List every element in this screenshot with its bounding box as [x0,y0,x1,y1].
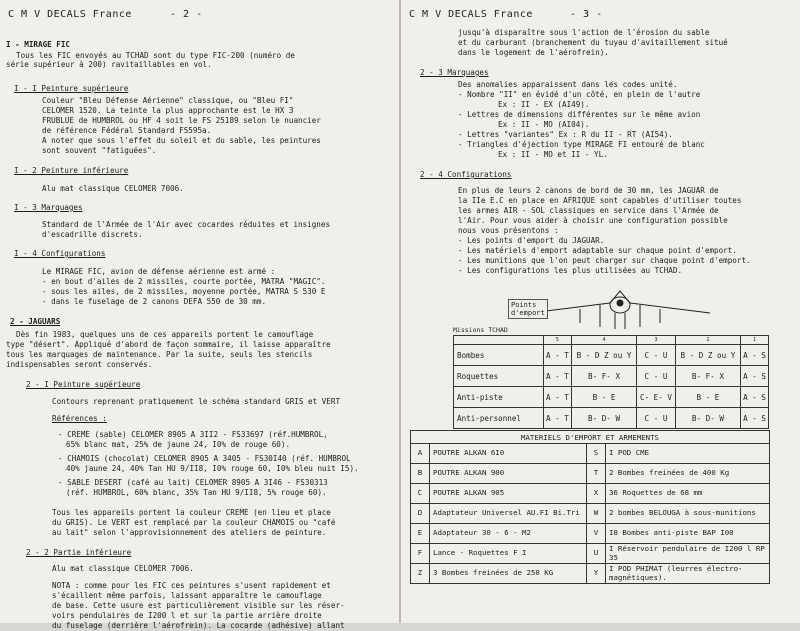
line: Des anomalies apparaissent dans les codes unité. [458,80,678,89]
line: - CREME (sable) CELOMER 8905 A 3II2 - FS33697 (réf.HUMBROL, [58,430,328,439]
table-cell: I Réservoir pendulaire de I200 l RP 35 [606,544,770,564]
line: 65% blanc mat, 25% de jaune 24, I0% de rouge 60). [66,440,291,449]
table-row [411,544,770,564]
table-cell: 4 [571,336,636,345]
table-cell: B - D Z ou Y [675,345,740,366]
subsection: I - I Peinture supérieure [14,84,129,93]
line: - dans le fuselage de 2 canons DEFA 550 de 30 mm. [42,297,267,306]
line: - Triangles d'éjection type MIRAGE FI entouré de blanc [458,140,705,149]
line: Couleur "Bleu Défense Aérienne" classique, ou "Bleu FI" [42,96,294,105]
line: Références : [52,414,107,423]
table-cell: B - E [675,387,740,408]
line: Dès fin 1983, quelques uns de ces appareils portent le camouflage [16,330,314,339]
table-cell: C - U [637,408,676,429]
right-header-page: - 3 - [570,9,603,20]
line: FRUBLUE de HUMBROL ou HF 4 soit le FS 25189 selon le nuancier [42,116,321,125]
subsection: 2 - 4 Configurations [420,170,512,179]
table-cell: A - S [741,345,769,366]
table-cell: 2 bombes BELOUGA à sous-munitions [606,504,770,524]
table-row [454,366,769,387]
materiels-title-row [411,431,770,444]
jaguar-aircraft-drawing [520,283,720,333]
line: A noter que sous l'effet du soleil et du sable, les peintures [42,136,321,145]
table-header-row [454,336,769,345]
table-cell: F [411,544,430,564]
table-cell: C - U [637,366,676,387]
emport-table [453,335,769,429]
table-cell: X [587,484,606,504]
left-header-brand: C M V DECALS France [8,9,132,20]
line: Alu mat classique CELOMER 7006. [42,184,184,193]
line: Ex : II - EX (AI49). [498,100,590,109]
table-row [454,345,769,366]
left-header-page: - 2 - [170,9,203,20]
table-cell: A - T [544,366,572,387]
row-label: Anti-piste [454,387,544,408]
table-cell: Z [411,564,430,584]
line: et du carburant (branchement du tuyau d'avitaillement situé [458,38,728,47]
table-cell: 3 Bombes freinées de 250 KG [430,564,587,584]
table-cell: B- F- X [571,366,636,387]
table-cell: 36 Roquettes de 68 mm [606,484,770,504]
subsection: I - 4 Configurations [14,249,106,258]
line: au lait" selon l'approvisionnement des ateliers de peinture. [52,528,327,537]
row-label: Roquettes [454,366,544,387]
line: Tous les appareils portent la couleur CREME (en lieu et place [52,508,331,517]
materiels-title: MATERIELS D'EMPORT ET ARMEMENTS [411,431,770,444]
table-cell: A [411,444,430,464]
table-cell: Adaptateur Universel AU.FI Bi.Tri [430,504,587,524]
line: - Nombre "II" en évidé d'un côté, en plein de l'autre [458,90,701,99]
line: jusqu'à disparaître sous l'action de l'érosion du sable [458,28,710,37]
line: s'écaillent même parfois, laissant apparaître le camouflage [52,591,322,600]
table-cell: Lance - Roquettes F I [430,544,587,564]
line: (réf. HUMBROL, 60% blanc, 35% Tan HU 9/II8, 5% rouge 60). [66,488,327,497]
table-cell: 2 [675,336,740,345]
table-cell: C- E- V [637,387,676,408]
missions-label: Missions TCHAD [453,326,508,334]
line: Ex : II - MO (AI04). [498,120,590,129]
line: - Les munitions que l'on peut charger sur chaque point d'emport. [458,256,751,265]
line: - Lettres de dimensions différentes sur le même avion [458,110,701,119]
line: - Lettres "variantes" Ex : R du II - RT (AI54). [458,130,673,139]
table-cell: A - S [741,408,769,429]
points-emport-label: Points d'emport [508,299,548,319]
table-cell [454,336,544,345]
table-cell: 5 [544,336,572,345]
table-cell: E [411,524,430,544]
row-label: Anti-personnel [454,408,544,429]
line: - Les configurations les plus utilisées au TCHAD. [458,266,683,275]
line: série supérieur à 200) ravitaillables en vol. [6,60,212,69]
table-row [454,387,769,408]
table-row [411,524,770,544]
line: - sous les ailes, de 2 missiles, moyenne portée, MATRA S 530 E [42,287,326,296]
line: indispensables seront conservés. [6,360,153,369]
table-cell: A - T [544,345,572,366]
line: Le MIRAGE FIC, avion de défense aérienne est armé : [42,267,276,276]
table-cell: B [411,464,430,484]
line: - en bout d'ailes de 2 missiles, courte portée, MATRA "MAGIC". [42,277,326,286]
line: l'Air. Pour vous aider à choisir une configuration possible [458,216,728,225]
table-row [411,484,770,504]
section-mirage: I - MIRAGE FIC [6,40,71,49]
line: de base. Cette usure est particulièrement visible sur les réser- [52,601,345,610]
table-cell: 1 [741,336,769,345]
table-cell: A - S [741,387,769,408]
subsection: 2 - 2 Partie inférieure [26,548,132,557]
table-cell: B- D- W [675,408,740,429]
table-cell: I POD PHIMAT (leurres électro-magnétiques). [606,564,770,584]
table-cell: POUTRE ALKAN 6I0 [430,444,587,464]
line: En plus de leurs 2 canons de bord de 30 mm, les JAGUAR de [458,186,719,195]
table-cell: T [587,464,606,484]
line: - SABLE DESERT (café au lait) CELOMER 8905 A 3I46 - FS30313 [58,478,328,487]
line: CELOMER 1520. La teinte la plus approchante est le HX 3 [42,106,294,115]
table-cell: B- D- W [571,408,636,429]
line: - Les matériels d'emport adaptable sur chaque point d'emport. [458,246,737,255]
table-cell: 3 [637,336,676,345]
table-cell: Y [587,564,606,584]
table-cell: U [587,544,606,564]
table-cell: A - T [544,408,572,429]
line: Ex : II - MO et II - YL. [498,150,608,159]
table-cell: I8 Bombes anti-piste BAP I00 [606,524,770,544]
line: les armes AIR - SOL classiques en service dans l'Armée de [458,206,719,215]
table-cell: A - T [544,387,572,408]
section-jaguars: 2 - JAGUARS [10,317,61,326]
table-row [411,464,770,484]
line: sont souvent "fatiguées". [42,146,157,155]
line: type "désert". Appliqué d'abord de façon sommaire, il laisse apparaître [6,340,331,349]
line: Tous les FIC envoyés au TCHAD sont du type FIC-200 (numéro de [16,51,295,60]
line: nous vous présentons : [458,226,559,235]
table-cell: POUTRE ALKAN 900 [430,464,587,484]
table-row [411,564,770,584]
table-cell: 2 Bombes freinées de 400 Kg [606,464,770,484]
row-label: Bombes [454,345,544,366]
right-header-brand: C M V DECALS France [409,9,533,20]
materiels-table [410,430,770,584]
line: voirs pendulaires de I200 l et sur la partie arrière droite [52,611,322,620]
table-row [411,444,770,464]
table-cell: I POD CME [606,444,770,464]
line: d'escadrille discrets. [42,230,143,239]
table-cell: W [587,504,606,524]
table-cell: D [411,504,430,524]
subsection: I - 3 Marquages [14,203,83,212]
line: Alu mat classique CELOMER 7006. [52,564,194,573]
table-cell: B- F- X [675,366,740,387]
line: du GRIS). Le VERT est remplacé par la couleur CHAMOIS ou "café [52,518,336,527]
table-cell: Adaptateur 30 - 6 - M2 [430,524,587,544]
table-row [454,408,769,429]
line: du fuselage (derrière l'aérofrein). La cocarde (adhésive) allant [52,621,345,630]
table-row [411,504,770,524]
line: - Les points d'emport du JAGUAR. [458,236,605,245]
table-cell: S [587,444,606,464]
line: tous les marquages de maintenance. Par la suite, seuls les stencils [6,350,313,359]
subsection: I - 2 Peinture inférieure [14,166,129,175]
table-cell: A - S [741,366,769,387]
line: Contours reprenant pratiquement le schéma standard GRIS et VERT [52,397,341,406]
line: - CHAMOIS (chocolat) CELOMER 8905 A 3405 - FS30I40 (réf. HUMBROL [58,454,351,463]
line: NOTA : comme pour les FIC ces peintures s'usent rapidement et [52,581,331,590]
table-cell: C - U [637,345,676,366]
table-cell: B - E [571,387,636,408]
subsection: 2 - 3 Marquages [420,68,489,77]
table-cell: C [411,484,430,504]
subsection: 2 - I Peinture supérieure [26,380,141,389]
line: Standard de l'Armée de l'Air avec cocardes réduites et insignes [42,220,331,229]
table-cell: POUTRE ALKAN 905 [430,484,587,504]
line: dans le logement de l'aérofrein). [458,48,609,57]
table-cell: V [587,524,606,544]
table-cell: B - D Z ou Y [571,345,636,366]
line: 40% jaune 24, 40% Tan HU 9/II8, I0% rouge 60, I0% bleu nuit I5). [66,464,359,473]
line: la IIe E.C en place en AFRIQUE sont capables d'utiliser toutes [458,196,742,205]
line: de référence Fédéral Standard FS595a. [42,126,212,135]
